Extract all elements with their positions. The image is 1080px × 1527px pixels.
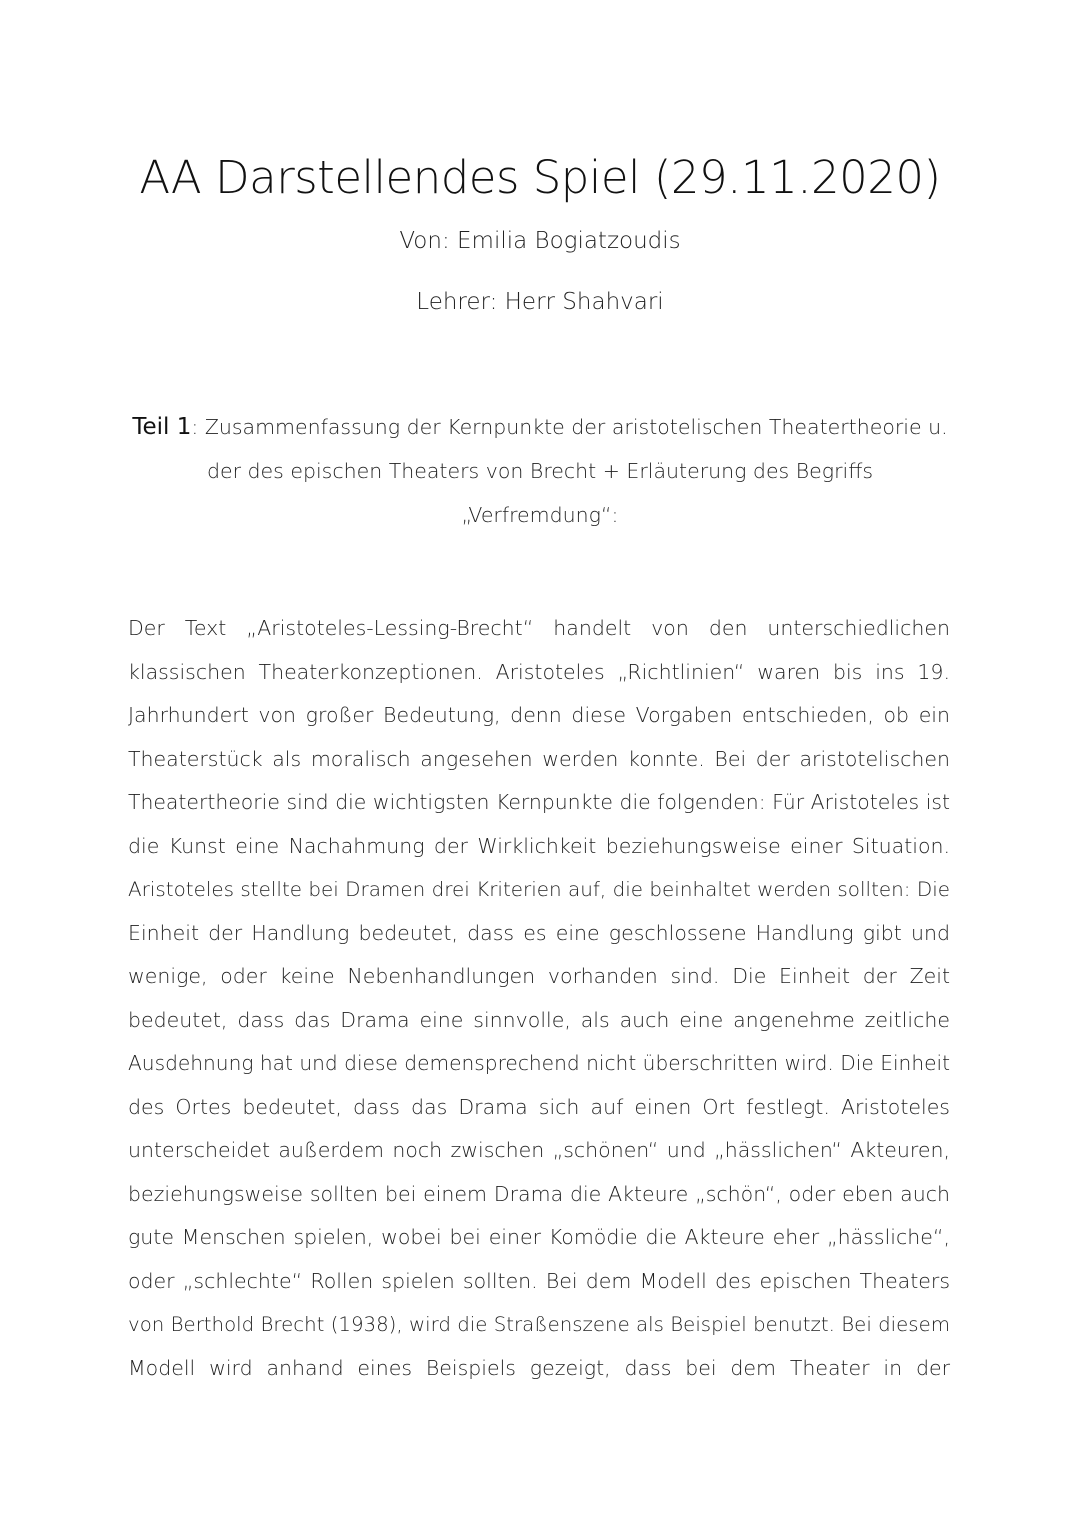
body-line: des Ortes bedeutet, dass das Drama sich auf einen Ort festlegt. Aristoteles: [128, 1094, 950, 1119]
body-line: gute Menschen spielen, wobei bei einer Komödie die Akteure eher „hässliche“,: [128, 1225, 950, 1249]
task-label: Teil 1: [132, 414, 192, 440]
teacher-line: Lehrer: Herr Shahvari: [416, 289, 664, 315]
body-line: beziehungsweise sollten bei einem Drama die Akteure „schön“, oder eben auch: [128, 1181, 950, 1206]
body-line: Theaterstück als moralisch angesehen werden konnte. Bei der aristotelischen: [128, 746, 950, 771]
body-paragraph: [128, 607, 950, 1390]
body-line: Modell wird anhand eines Beispiels gezeigt, dass bei dem Theater in der: [128, 1355, 950, 1380]
body-line: klassischen Theaterkonzeptionen. Aristoteles „Richtlinien“ waren bis ins 19.: [128, 659, 950, 684]
body-line: Jahrhundert von großer Bedeutung, denn diese Vorgaben entschieden, ob ein: [128, 703, 950, 727]
document-title: AA Darstellendes Spiel (29.11.2020): [139, 151, 941, 204]
body-line: Theatertheorie sind die wichtigsten Kernpunkte die folgenden: Für Aristoteles ist: [128, 790, 950, 814]
body-line: die Kunst eine Nachahmung der Wirklichkeit beziehungsweise einer Situation.: [128, 833, 950, 858]
body-line: Ausdehnung hat und diese demensprechend nicht überschritten wird. Die Einheit: [128, 1051, 950, 1075]
task-heading-line-3: „Verfremdung“:: [461, 503, 619, 527]
body-line: unterscheidet außerdem noch zwischen „schönen“ und „hässlichen“ Akteuren,: [128, 1138, 950, 1162]
task-heading: [128, 405, 952, 537]
body-line: von Berthold Brecht (1938), wird die Straßenszene als Beispiel benutzt. Bei diesem: [128, 1313, 950, 1336]
task-heading-line-2: der des epischen Theaters von Brecht + Erläuterung des Begriffs: [206, 459, 874, 483]
task-heading-line-1: [128, 405, 952, 449]
task-heading-text-1: : Zusammenfassung der Kernpunkte der aristotelischen Theatertheorie u.: [191, 415, 948, 439]
body-line: Der Text „Aristoteles-Lessing-Brecht“ handelt von den unterschiedlichen: [128, 616, 950, 640]
body-line: oder „schlechte“ Rollen spielen sollten. Bei dem Modell des epischen Theaters: [128, 1268, 950, 1293]
author-line: Von: Emilia Bogiatzoudis: [399, 228, 681, 254]
body-line: Aristoteles stellte bei Dramen drei Kriterien auf, die beinhaltet werden sollten: Die: [128, 877, 951, 901]
body-line: Einheit der Handlung bedeutet, dass es eine geschlossene Handlung gibt und: [128, 920, 950, 945]
body-line: bedeutet, dass das Drama eine sinnvolle, als auch eine angenehme zeitliche: [128, 1007, 950, 1032]
body-line: wenige, oder keine Nebenhandlungen vorhanden sind. Die Einheit der Zeit: [128, 964, 950, 988]
